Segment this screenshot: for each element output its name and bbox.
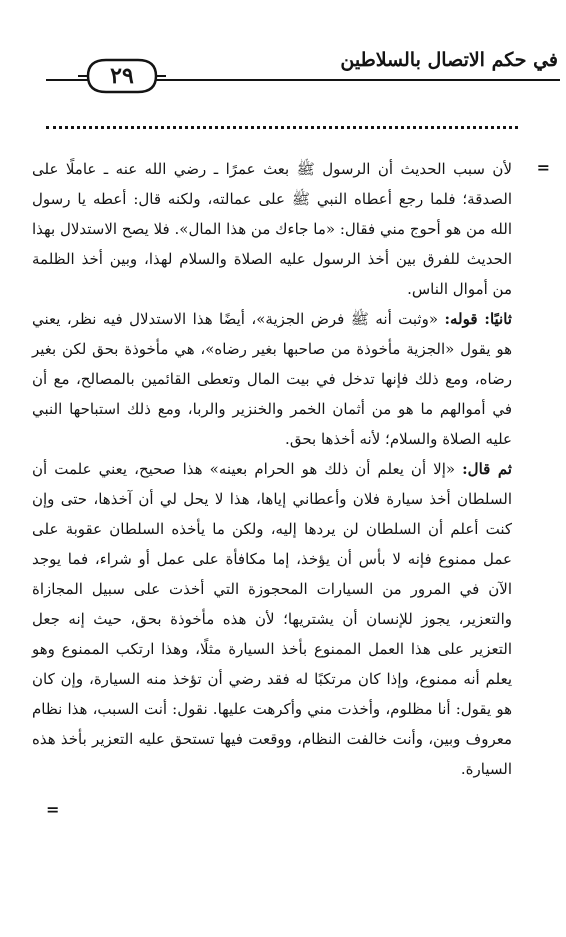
page-number-badge (76, 54, 168, 98)
paragraph-lead: ثانيًا: قوله: (444, 310, 512, 328)
paragraph-1 (32, 154, 512, 304)
page-number: ٢٩ (110, 63, 134, 89)
running-title: في حكم الاتصال بالسلاطين (340, 49, 558, 71)
continuation-marker-start: = (536, 158, 550, 177)
paragraph-lead: ثم قال: (462, 460, 512, 478)
paragraph-text: «إلا أن يعلم أن ذلك هو الحرام بعينه» هذا صحيح، يعني علمت أن السلطان أخذ سيارة فلان وأعطاني إياها، هذا لا يحل لي أن آخذها، حتى وإن كنت أعلم أن السلطان لن يردها إليه، ولكن ما يأخذه السلطان عقوبة على عمل ممنوع فإنه لا بأس أن يؤخذ، إما مكافأة على عمل أو شراء، فما يوجد الآن في المرور من السيارات المحجوزة التي أخذت على سبيل المجازاة والتعزير، يجوز للإنسان أن يشتريها؛ لأن هذه مأخوذة بحق، حيث إنه جعل التعزير على هذا العمل الممنوع بأخذ السيارة مثلًا، وهذا ارتكب الممنوع وهو يعلم أنه ممنوع، وإذا كان مرتكبًا له فقد رضي أن تؤخذ منه السيارة، وإن كان هو يقول: أنا مظلوم، وأخذت مني وأكرهت عليها. نقول: أنت السبب، هذا نظام معروف وبين، وأنت خالفت النظام، ووقعت فيها تستحق عليه التعزير بأخذ هذه السيارة. (32, 460, 512, 778)
page-header (0, 0, 566, 120)
body-text (32, 154, 512, 784)
paragraph-2 (32, 304, 512, 454)
paragraph-text: «وثبت أنه ﷺ فرض الجزية»، أيضًا هذا الاستدلال فيه نظر، يعني هو يقول «الجزية مأخوذة من صاحبها بغير رضاه»، هي مأخوذة بحق لكن بغير رضاه، ومع ذلك فإنها تدخل في بيت المال وتعطى القائمين بالمصالح، مع أن في أموالهم ما هو من أثمان الخمر والخنزير والربا، ومع ذلك استباحها النبي عليه الصلاة والسلام؛ لأنه أخذها بحق. (32, 310, 512, 448)
paragraph-3 (32, 454, 512, 784)
continuation-marker-end: = (46, 800, 60, 819)
paragraph-text: لأن سبب الحديث أن الرسول ﷺ بعث عمرًا ـ رضي الله عنه ـ عاملًا على الصدقة؛ فلما رجع أعطاه النبي ﷺ على عمالته، ولكنه قال: أعطه يا رسول الله من هو أحوج مني فقال: «ما جاءك من هذا المال». فلا يصح الاستدلال بهذا الحديث للفرق بين أخذ الرسول عليه الصلاة والسلام لهذا، وبين أخذ الظلمة من أموال الناس. (32, 160, 512, 298)
dotted-separator (46, 126, 518, 129)
